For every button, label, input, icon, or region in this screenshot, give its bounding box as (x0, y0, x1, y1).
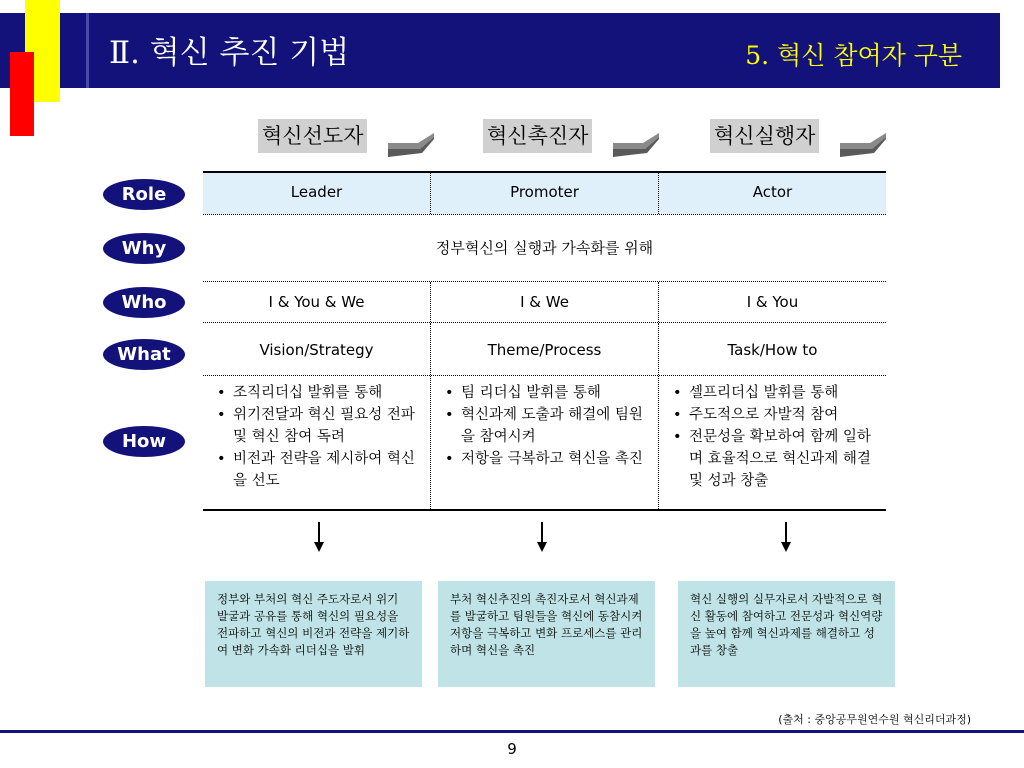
row-label-how: How (103, 426, 185, 457)
list-item: • 셀프리더십 발휘를 통해 (685, 382, 878, 404)
table-row-role (203, 171, 886, 214)
description-box-leader: 정부와 부처의 혁신 주도자로서 위기 발굴과 공유를 통해 혁신의 필요성을 전파하고 혁신의 비전과 전략을 제기하여 변화 가속화 리더십을 발휘 (205, 581, 422, 687)
description-box-actor: 혁신 실행의 실무자로서 자발적으로 혁신 활동에 참여하고 전문성과 혁신역량을 높여 함께 혁신과제를 해결하고 성과를 창출 (678, 581, 895, 687)
list-item: • 조직리더십 발휘를 통해 (229, 382, 422, 404)
table-row-how (203, 376, 886, 509)
column-header-label: 혁신촉진자 (483, 119, 592, 153)
list-item: • 팀 리더십 발휘를 통해 (457, 382, 650, 404)
table-cell-merged: 정부혁신의 실행과 가속화를 위해 (435, 239, 654, 257)
column-divider (430, 282, 431, 322)
arrow-down-icon (534, 522, 550, 552)
row-label-what: What (103, 339, 185, 370)
footer-line (0, 730, 1024, 733)
table-cell: I & We (520, 293, 569, 311)
list-item: • 전문성을 확보하여 함께 일하며 효율적으로 혁신과제 해결 및 성과 창출 (685, 426, 878, 492)
table-cell: Task/How to (727, 341, 818, 359)
arrow-down-icon (778, 522, 794, 552)
section-title: Ⅱ. 혁신 추진 기법 (109, 35, 350, 71)
table-row-what (203, 323, 886, 375)
column-divider (658, 282, 659, 322)
table-cell: Actor (752, 183, 793, 201)
table-cell: Theme/Process (487, 341, 602, 359)
how-list (443, 382, 650, 470)
table-bottom-border (203, 509, 886, 511)
list-item: • 저항을 극복하고 혁신을 촉진 (457, 448, 650, 470)
column-divider (430, 171, 431, 214)
list-item: • 혁신과제 도출과 해결에 팀원을 참여시켜 (457, 404, 650, 448)
column-divider (658, 376, 659, 509)
column-divider (430, 376, 431, 509)
table-top-border (203, 171, 886, 173)
column-divider (658, 171, 659, 214)
row-label-role: Role (103, 179, 185, 210)
header-divider (86, 13, 89, 88)
page-number: 9 (507, 740, 517, 758)
table-row-who (203, 282, 886, 322)
source-citation: (출처 : 중앙공무원연수원 혁신리더과정) (778, 713, 971, 726)
table-cell-how (431, 376, 658, 509)
list-item: • 위기전달과 혁신 필요성 전파 및 혁신 참여 독려 (229, 404, 422, 448)
decor-red-square (10, 52, 34, 136)
table-cell: Leader (290, 183, 343, 201)
arrow-right-icon (840, 133, 886, 157)
how-list (671, 382, 878, 492)
table-cell: I & You (746, 293, 799, 311)
table-cell-how (203, 376, 430, 509)
arrow-down-icon (311, 522, 327, 552)
how-list (215, 382, 422, 492)
description-box-promoter: 부처 혁신추진의 촉진자로서 혁신과제를 발굴하고 팀원들을 혁신에 동참시켜 저항을 극복하고 변화 프로세스를 관리하며 혁신을 촉진 (438, 581, 655, 687)
table-cell: Vision/Strategy (259, 341, 374, 359)
column-header-label: 혁신실행자 (710, 119, 819, 153)
arrow-right-icon (613, 133, 659, 157)
column-header-label: 혁신선도자 (258, 119, 367, 153)
table-cell: Promoter (510, 183, 579, 201)
column-divider (430, 323, 431, 375)
row-label-why: Why (103, 233, 185, 264)
table-cell-how (659, 376, 886, 509)
column-divider (658, 323, 659, 375)
list-item: • 주도적으로 자발적 참여 (685, 404, 878, 426)
slide-subtitle: 5. 혁신 참여자 구분 (745, 41, 962, 70)
arrow-right-icon (388, 133, 434, 157)
row-label-who: Who (103, 287, 185, 318)
list-item: • 비전과 전략을 제시하여 혁신을 선도 (229, 448, 422, 492)
table-cell: I & You & We (268, 293, 365, 311)
table-row-why (203, 215, 886, 281)
